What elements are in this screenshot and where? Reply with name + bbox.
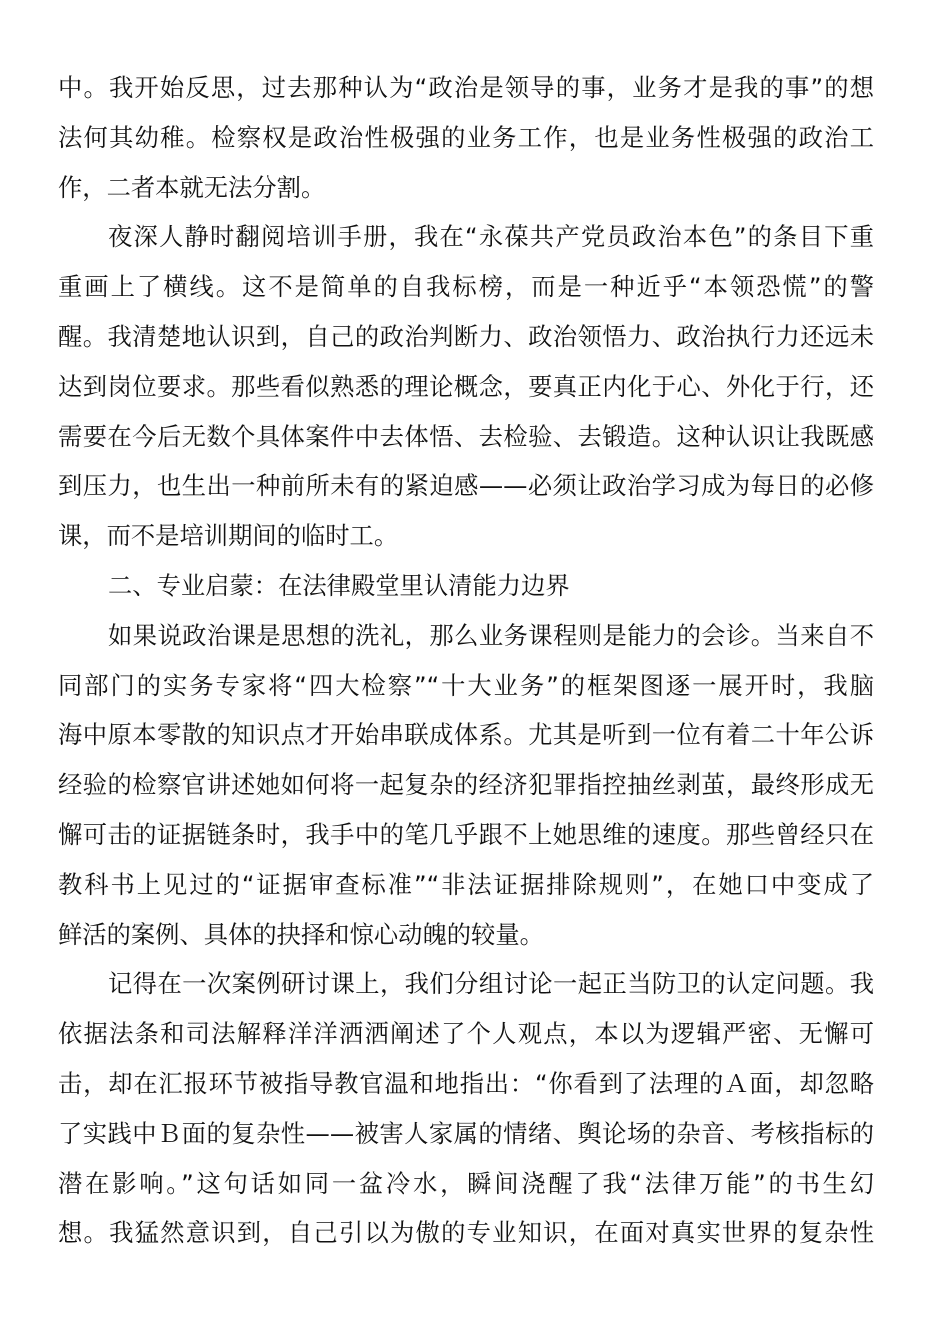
text-line: 记得在一次案例研讨课上，我们分组讨论一起正当防卫的认定问题。我	[108, 969, 874, 999]
text-line: 经验的检察官讲述她如何将一起复杂的经济犯罪指控抽丝剥茧，最终形成无	[58, 770, 874, 800]
text-line: 教科书上见过的“证据审查标准”“非法证据排除规则”，在她口中变成了	[58, 869, 874, 899]
text-line: 懈可击的证据链条时，我手中的笔几乎跟不上她思维的速度。那些曾经只在	[58, 819, 874, 849]
text-line: 想。我猛然意识到，自己引以为傲的专业知识，在面对真实世界的复杂性	[58, 1218, 874, 1248]
text-line: 需要在今后无数个具体案件中去体悟、去检验、去锻造。这种认识让我既感	[58, 421, 874, 451]
text-line: 课，而不是培训期间的临时工。	[58, 521, 399, 551]
text-line: 法何其幼稚。检察权是政治性极强的业务工作，也是业务性极强的政治工	[58, 122, 874, 152]
text-line: 夜深人静时翻阅培训手册，我在“永葆共产党员政治本色”的条目下重	[108, 222, 874, 252]
text-line: 醒。我清楚地认识到，自己的政治判断力、政治领悟力、政治执行力还远未	[58, 321, 874, 351]
text-line: 了实践中Ｂ面的复杂性——被害人家属的情绪、舆论场的杂音、考核指标的	[58, 1118, 874, 1148]
text-line: 海中原本零散的知识点才开始串联成体系。尤其是听到一位有着二十年公诉	[58, 720, 874, 750]
section-heading	[58, 561, 874, 611]
text-line: 重画上了横线。这不是简单的自我标榜，而是一种近乎“本领恐慌”的警	[58, 272, 874, 302]
text-line: 达到岗位要求。那些看似熟悉的理论概念，要真正内化于心、外化于行，还	[58, 371, 874, 401]
paragraph	[58, 611, 874, 960]
text-line: 到压力，也生出一种前所未有的紧迫感——必须让政治学习成为每日的必修	[58, 471, 874, 501]
paragraph	[58, 212, 874, 561]
document-body	[58, 63, 874, 1258]
text-line: 依据法条和司法解释洋洋洒洒阐述了个人观点，本以为逻辑严密、无懈可	[58, 1019, 874, 1049]
text-line: 作，二者本就无法分割。	[58, 172, 326, 202]
text-line: 鲜活的案例、具体的抉择和惊心动魄的较量。	[58, 919, 544, 949]
section-heading-text: 二、专业启蒙：在法律殿堂里认清能力边界	[108, 570, 570, 600]
text-line: 如果说政治课是思想的洗礼，那么业务课程则是能力的会诊。当来自不	[108, 620, 874, 650]
paragraph	[58, 959, 874, 1258]
paragraph-continued	[58, 63, 874, 212]
text-line: 同部门的实务专家将“四大检察”“十大业务”的框架图逐一展开时，我脑	[58, 670, 874, 700]
text-line: 击，却在汇报环节被指导教官温和地指出：“你看到了法理的Ａ面，却忽略	[58, 1068, 874, 1098]
text-line: 中。我开始反思，过去那种认为“政治是领导的事，业务才是我的事”的想	[58, 73, 874, 102]
text-line: 潜在影响。”这句话如同一盆冷水，瞬间浇醒了我“法律万能”的书生幻	[58, 1168, 874, 1198]
